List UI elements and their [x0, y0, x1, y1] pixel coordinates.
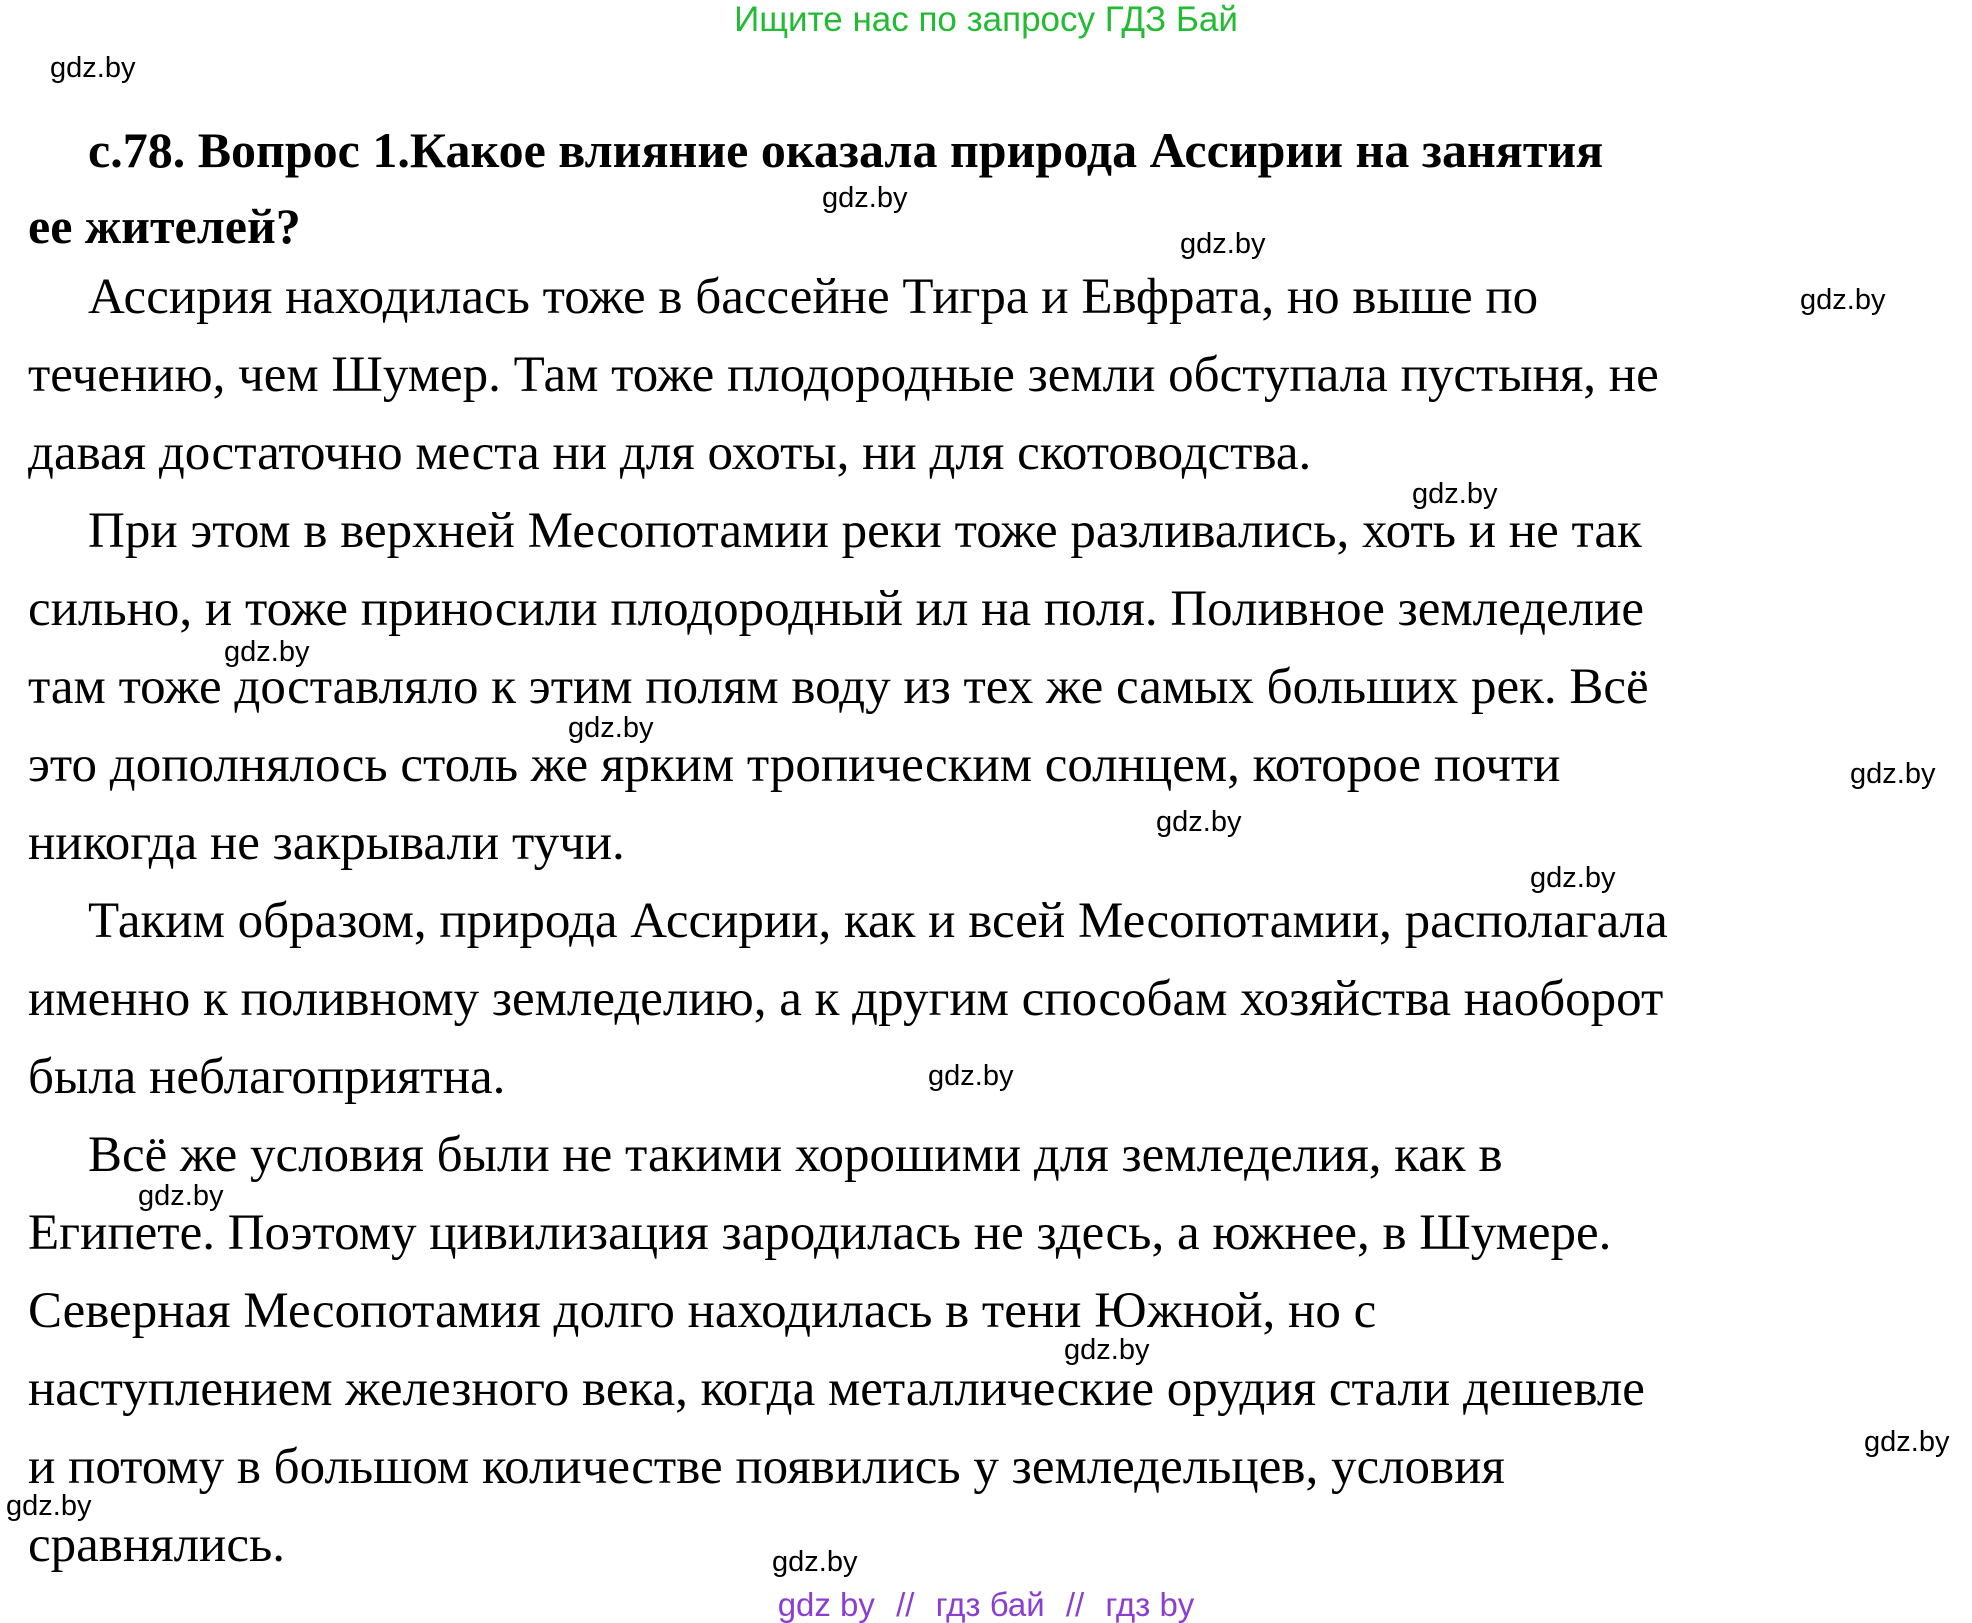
footer-link-gdz-bai[interactable]: гдз бай	[935, 1586, 1045, 1623]
paragraph-line: никогда не закрывали тучи.	[28, 815, 625, 871]
watermark: gdz.by	[1850, 758, 1936, 790]
paragraph-line: это дополнялось столь же ярким тропическим солнцем, которое почти	[28, 737, 1561, 793]
paragraph-4	[28, 1116, 1948, 1584]
paragraph-line: течению, чем Шумер. Там тоже плодородные земли обступала пустыня, не	[28, 347, 1659, 403]
footer-link-gdz-by-cyr[interactable]: гдз by	[1105, 1586, 1195, 1623]
paragraph-3	[28, 882, 1948, 1116]
paragraph-2	[28, 492, 1948, 882]
search-banner: Ищите нас по запросу ГДЗ Бай	[734, 0, 1238, 39]
paragraph-line: При этом в верхней Месопотамии реки тоже разливались, хоть и не так	[88, 503, 1642, 559]
paragraph-line: Всё же условия были не такими хорошими для земледелия, как в	[88, 1127, 1503, 1183]
watermark: gdz.by	[928, 1060, 1014, 1092]
watermark: gdz.by	[568, 712, 654, 744]
paragraph-1	[28, 258, 1948, 492]
watermark: gdz.by	[1864, 1426, 1950, 1458]
paragraph-line: была неблагоприятна.	[28, 1049, 506, 1105]
watermark: gdz.by	[1800, 284, 1886, 316]
paragraph-line: наступлением железного века, когда металлические орудия стали дешевле	[28, 1361, 1645, 1417]
footer-links	[0, 1588, 1972, 1622]
watermark: gdz.by	[138, 1180, 224, 1212]
watermark: gdz.by	[1064, 1334, 1150, 1366]
question-line-1: с.78. Вопрос 1.Какое влияние оказала природа Ассирии на занятия	[88, 122, 1604, 178]
paragraph-line: именно к поливному земледелию, а к другим способам хозяйства наоборот	[28, 971, 1664, 1027]
footer-separator: //	[1065, 1586, 1085, 1623]
paragraph-line: Египете. Поэтому цивилизация зародилась не здесь, а южнее, в Шумере.	[28, 1205, 1612, 1261]
paragraph-line: Ассирия находилась тоже в бассейне Тигра и Евфрата, но выше по	[88, 269, 1539, 325]
paragraph-line: Северная Месопотамия долго находилась в тени Южной, но с	[28, 1283, 1377, 1339]
watermark: gdz.by	[1412, 478, 1498, 510]
paragraph-line: и потому в большом количестве появились у земледельцев, условия	[28, 1439, 1505, 1495]
watermark: gdz.by	[772, 1546, 858, 1578]
paragraph-line: сравнялись.	[28, 1517, 285, 1573]
footer-separator: //	[896, 1586, 915, 1623]
question-heading	[28, 112, 1928, 264]
watermark: gdz.by	[6, 1490, 92, 1522]
footer-link-gdz-by[interactable]: gdz by	[777, 1586, 875, 1623]
paragraph-line: давая достаточно места ни для охоты, ни для скотоводства.	[28, 425, 1312, 481]
watermark: gdz.by	[1180, 228, 1266, 260]
question-line-2: ее жителей?	[28, 198, 301, 254]
watermark: gdz.by	[50, 52, 136, 84]
watermark: gdz.by	[1156, 806, 1242, 838]
paragraph-line: Таким образом, природа Ассирии, как и всей Месопотамии, располагала	[88, 893, 1668, 949]
watermark: gdz.by	[822, 182, 908, 214]
paragraph-line: там тоже доставляло к этим полям воду из тех же самых больших рек. Всё	[28, 659, 1649, 715]
watermark: gdz.by	[1530, 862, 1616, 894]
watermark: gdz.by	[224, 636, 310, 668]
paragraph-line: сильно, и тоже приносили плодородный ил на поля. Поливное земледелие	[28, 581, 1645, 637]
